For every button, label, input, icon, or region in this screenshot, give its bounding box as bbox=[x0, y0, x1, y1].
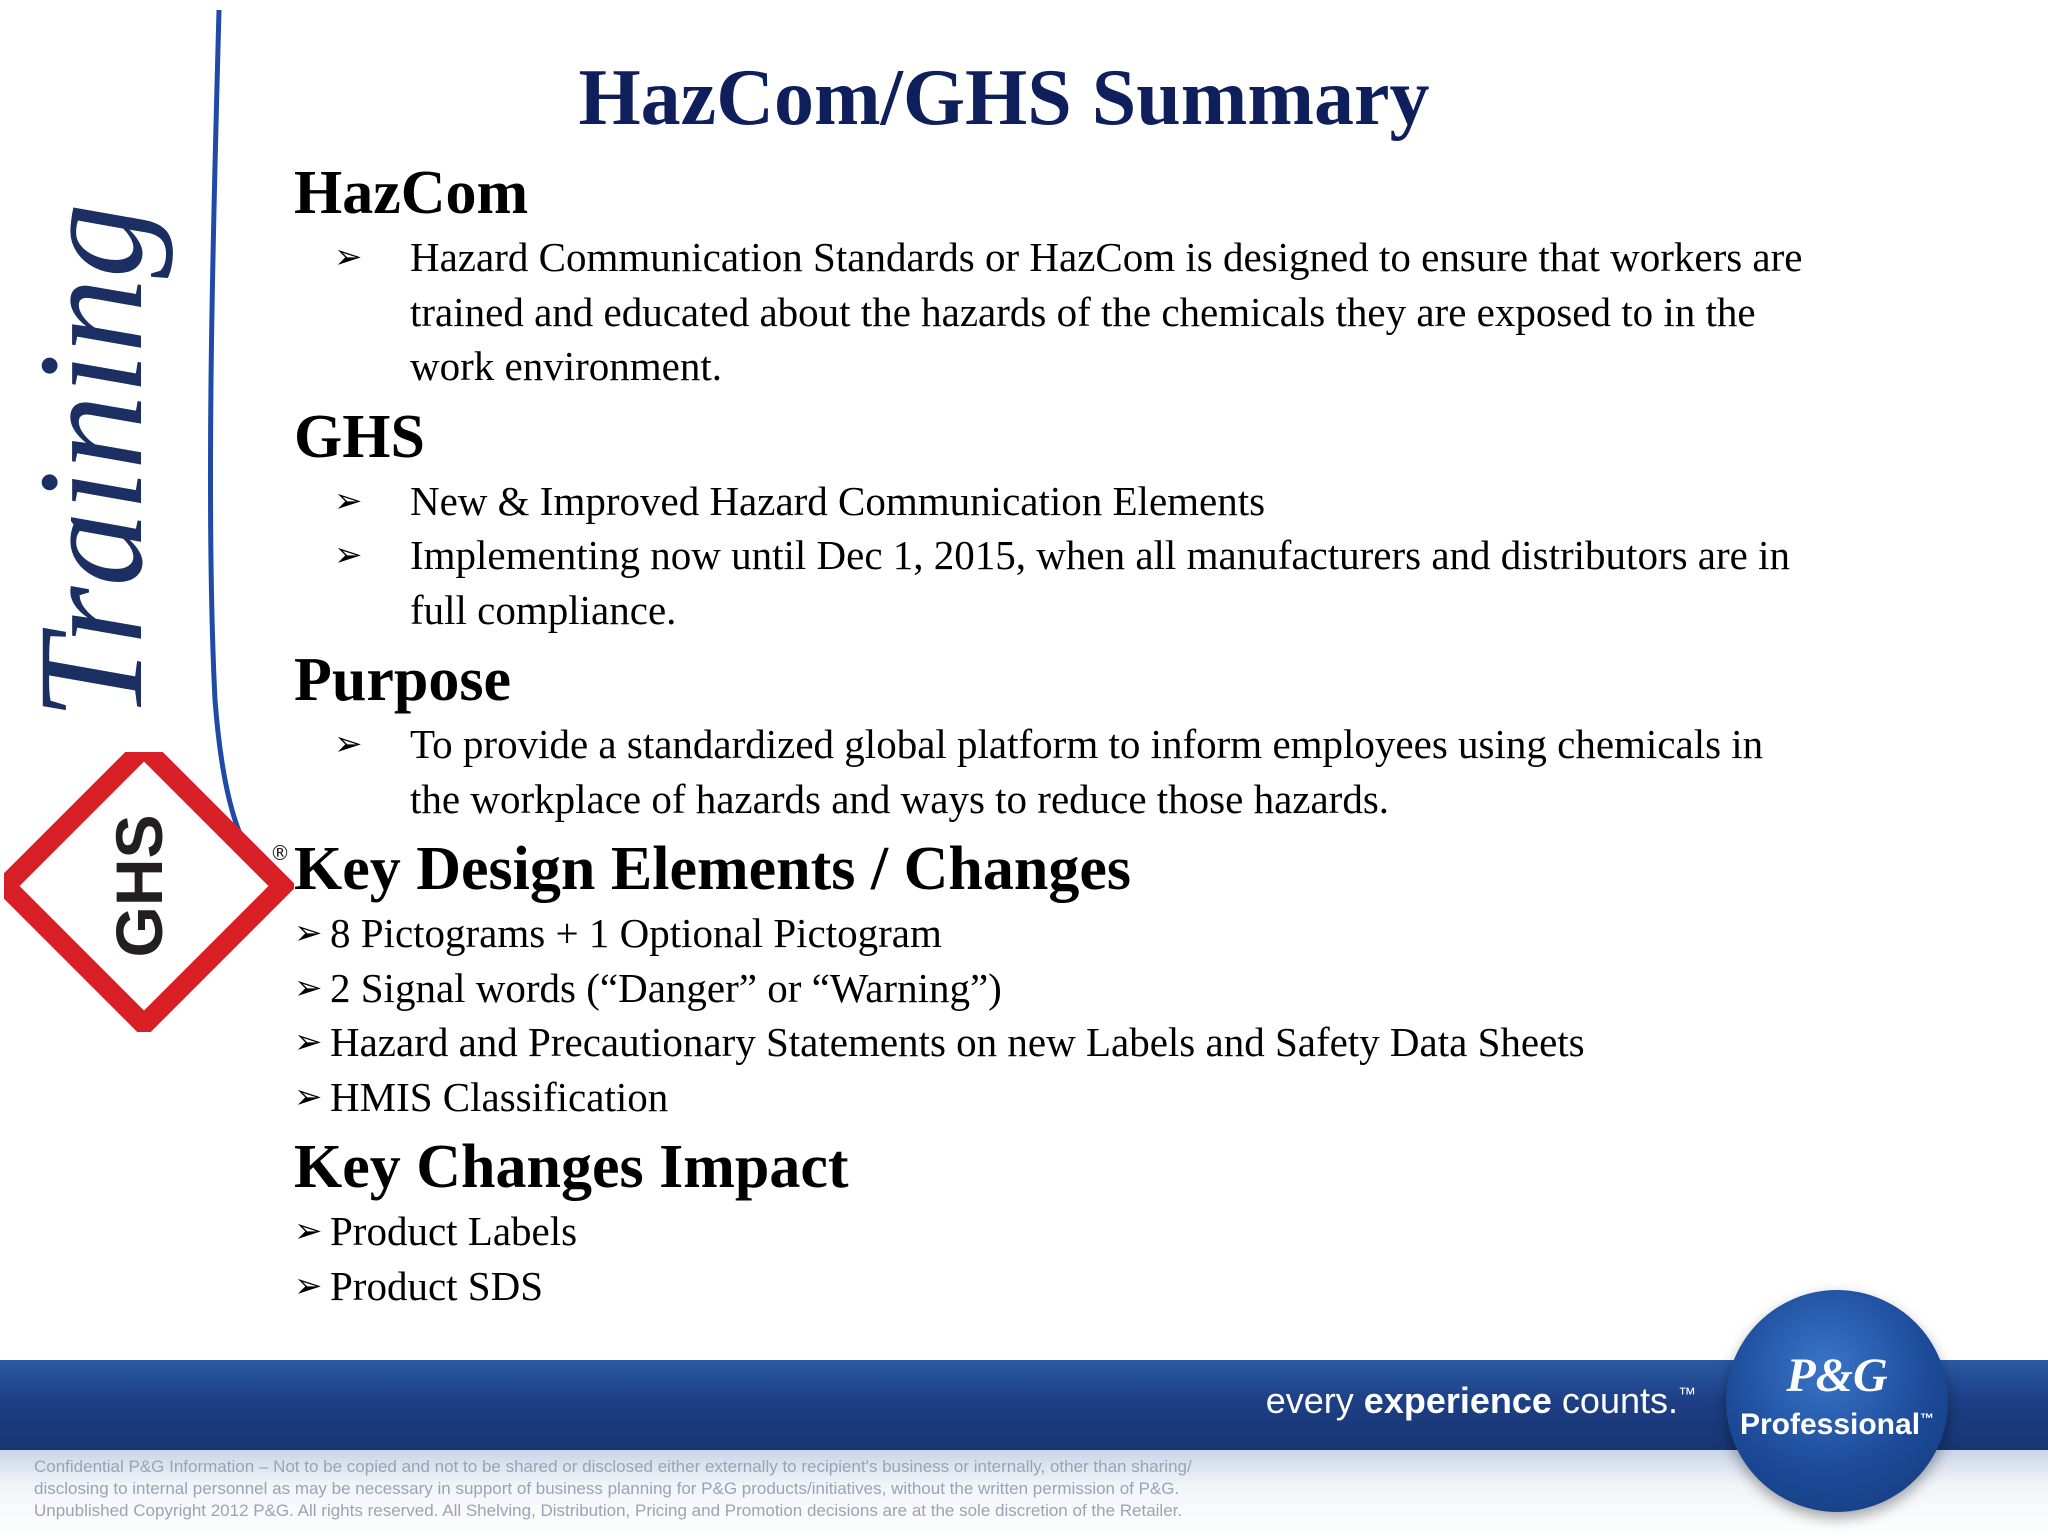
arrow-bullet-icon: ➢ bbox=[294, 1211, 323, 1251]
bullet-text: New & Improved Hazard Communication Elements bbox=[410, 477, 1266, 524]
section-heading: Key Design Elements / Changes bbox=[294, 835, 1131, 903]
tagline-post: counts. bbox=[1551, 1380, 1678, 1421]
bullet-item bbox=[294, 474, 1994, 529]
bullet-item bbox=[294, 230, 1994, 285]
ghs-logo-text: GHS bbox=[102, 814, 176, 958]
content-body bbox=[294, 156, 1994, 1319]
bullet-item bbox=[294, 528, 1994, 583]
bullet-item bbox=[294, 1204, 1994, 1259]
bullet-item bbox=[294, 772, 1994, 827]
bullet-list bbox=[294, 230, 1994, 394]
bullet-text: 2 Signal words (“Danger” or “Warning”) bbox=[330, 964, 1002, 1011]
bullet-text: the workplace of hazards and ways to reduce those hazards. bbox=[410, 775, 1390, 822]
bullet-text: Hazard Communication Standards or HazCom is designed to ensure that workers are bbox=[410, 234, 1803, 280]
pg-sub bbox=[1726, 1402, 1948, 1441]
arrow-bullet-icon: ➢ bbox=[334, 724, 363, 764]
bullet-text: HMIS Classification bbox=[330, 1073, 669, 1120]
bullet-text: Product SDS bbox=[330, 1262, 544, 1309]
pg-professional-logo bbox=[1726, 1290, 1948, 1512]
bullet-item bbox=[294, 717, 1994, 772]
section-heading: GHS bbox=[294, 402, 425, 471]
pg-tm: ™ bbox=[1920, 1410, 1935, 1426]
left-rail bbox=[0, 0, 290, 1350]
bullet-item bbox=[294, 906, 1994, 961]
disclaimer-line: disclosing to internal personnel as may be necessary in support of business planning for P&G products/initiatives, without the written permission of P&G. bbox=[34, 1479, 1180, 1498]
arrow-bullet-icon: ➢ bbox=[294, 967, 323, 1008]
bullet-item bbox=[294, 961, 1994, 1016]
bullet-item bbox=[294, 1070, 1994, 1125]
arrow-bullet-icon: ➢ bbox=[334, 535, 363, 575]
tagline-pre: every bbox=[1265, 1380, 1364, 1421]
bullet-text: trained and educated about the hazards of the chemicals they are exposed to in the bbox=[410, 288, 1756, 335]
arrow-bullet-icon: ➢ bbox=[334, 480, 363, 521]
bullet-text: full compliance. bbox=[410, 586, 677, 633]
pg-mark: P&G bbox=[1786, 1349, 1888, 1402]
bullet-item bbox=[294, 285, 1994, 340]
bullet-text: work environment. bbox=[410, 343, 722, 389]
bullet-list bbox=[294, 906, 1994, 1124]
bullet-text: 8 Pictograms + 1 Optional Pictogram bbox=[330, 910, 942, 956]
tagline-bold: experience bbox=[1363, 1380, 1552, 1421]
pg-sub-text: Professional bbox=[1739, 1408, 1921, 1441]
arrow-bullet-icon: ➢ bbox=[294, 1076, 323, 1117]
slide-title bbox=[0, 48, 2048, 148]
training-word: Training bbox=[8, 203, 174, 720]
disclaimer-line: Unpublished Copyright 2012 P&G. All rights reserved. All Shelving, Distribution, Pricing and Promotion decisions are at the sole discretion of the Retailer. bbox=[34, 1501, 1183, 1520]
disclaimer bbox=[34, 1456, 1734, 1522]
section-heading: HazCom bbox=[294, 159, 529, 227]
section-heading: Purpose bbox=[294, 646, 511, 714]
disclaimer-line: Confidential P&G Information – Not to be copied and not to be shared or disclosed either externally to recipient's business or internally, other than sharing/ bbox=[34, 1457, 1192, 1476]
arrow-bullet-icon: ➢ bbox=[294, 1265, 323, 1306]
bullet-item bbox=[294, 1259, 1994, 1314]
arrow-bullet-icon: ➢ bbox=[294, 1022, 323, 1062]
arrow-bullet-icon: ➢ bbox=[334, 237, 363, 277]
arrow-bullet-icon: ➢ bbox=[294, 913, 323, 953]
registered-mark: ® bbox=[270, 841, 290, 865]
ghs-logo bbox=[4, 752, 294, 1032]
bullet-item bbox=[294, 1015, 1994, 1070]
bullet-item bbox=[294, 339, 1994, 394]
bullet-text: Hazard and Precautionary Statements on new Labels and Safety Data Sheets bbox=[330, 1019, 1585, 1065]
bullet-list bbox=[294, 1204, 1994, 1313]
section-heading: Key Changes Impact bbox=[294, 1133, 849, 1201]
bullet-list bbox=[294, 474, 1994, 638]
bullet-item bbox=[294, 583, 1994, 638]
bullet-text: Product Labels bbox=[330, 1208, 578, 1254]
tagline bbox=[1266, 1380, 1696, 1422]
tagline-tm: ™ bbox=[1678, 1384, 1696, 1404]
slide-title-text: HazCom/GHS Summary bbox=[578, 54, 1430, 142]
bullet-text: To provide a standardized global platform to inform employees using chemicals in bbox=[410, 721, 1764, 767]
bullet-list bbox=[294, 717, 1994, 826]
bullet-text: Implementing now until Dec 1, 2015, when all manufacturers and distributors are in bbox=[410, 532, 1790, 578]
